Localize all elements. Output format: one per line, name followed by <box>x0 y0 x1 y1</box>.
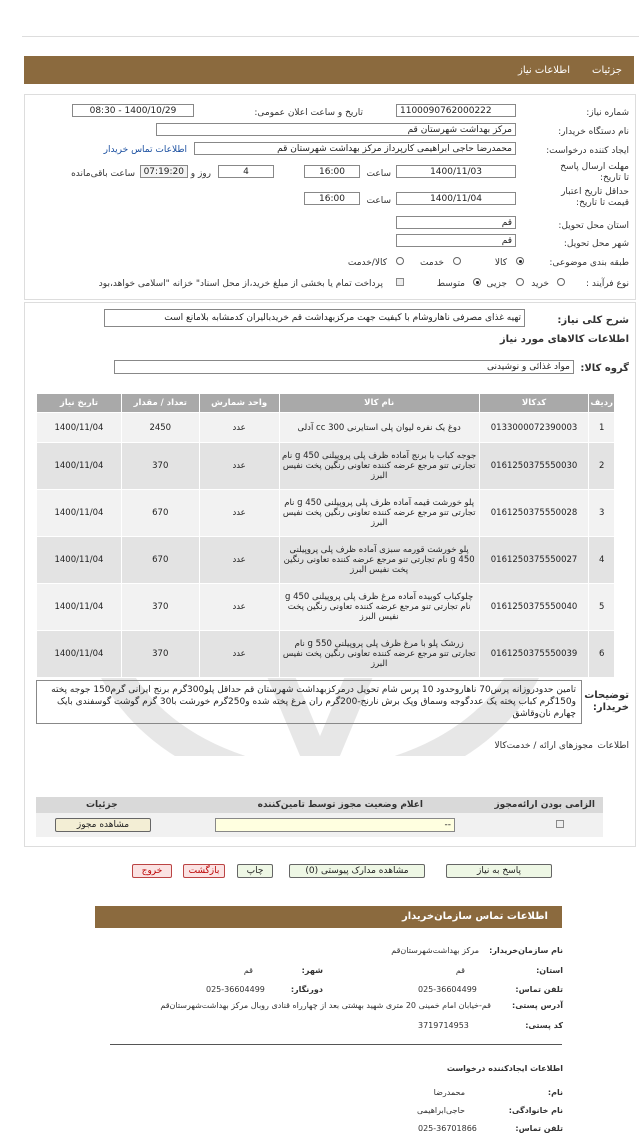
permits-tab[interactable]: مجوزهای ارائه / خدمت‌کالا <box>494 741 593 751</box>
category-service-radio[interactable] <box>453 257 461 265</box>
category-service-label: خدمت <box>420 258 444 268</box>
announce-date-field: 1400/10/29 - 08:30 <box>72 104 194 117</box>
permits-info-label: اطلاعات <box>597 741 629 751</box>
process-partial-label: جزیی <box>486 279 507 289</box>
days-label: روز و <box>190 169 211 179</box>
summary-field: تهیه غذای مصرفی ناهاروشام با کیفیت جهت مرکزبهداشت قم خریدبالیران کدمشابه بلامانع است <box>104 309 525 327</box>
buyer-notes-field: تامین حدودروزانه پرس70 ناهاروحدود 10 پرس شام تحویل درمرکزبهداشت شهرستان قم حداقل پلو300گرم برنج ایرانی گرم150 جوجه پخته و150گرم کباب پخته یک عددگوجه وسماق وپک برش نارنج-200گرم ران مرغ پخته شده و250گرم خورشت با30 گرم گوشت گوسفندی بایک چهارم نان‌وقاشق <box>36 680 582 724</box>
row-number: 5 <box>589 584 615 631</box>
buyer-notes-label: توضیحات خریدار: <box>584 690 629 713</box>
validity-time-field: 16:00 <box>304 192 360 205</box>
row-name: پلو خورشت قیمه آماده ظرف پلی پروپیلنی 450 g نام تجارتی تنو مرجع عرضه کننده تعاونی رنگین پخت نفیس البرز <box>279 490 479 537</box>
contact-org-label: نام سازمان‌خریدار: <box>489 946 563 955</box>
row-number: 1 <box>589 413 615 443</box>
contact-org-value: مرکز بهداشت‌شهرستان‌قم <box>391 946 479 955</box>
process-small-label: خرید <box>531 279 549 289</box>
creator-family-label: نام خانوادگی: <box>508 1106 563 1115</box>
table-row[interactable] <box>37 413 615 443</box>
header-details-tab[interactable]: جزئیات <box>592 65 622 76</box>
permits-table-header <box>36 797 603 813</box>
attachments-button[interactable]: مشاهده مدارک پیوستی (0) <box>289 864 425 878</box>
back-button[interactable]: بازگشت <box>183 864 225 878</box>
contact-city-label: شهر: <box>301 966 323 975</box>
contact-phone-value: 025-36604499 <box>418 985 477 994</box>
contact-fax-value: 025-36604499 <box>206 985 265 994</box>
goods-table <box>36 393 615 678</box>
table-row[interactable] <box>37 537 615 584</box>
contact-postal-label: کد پستی: <box>525 1021 563 1030</box>
row-qty: 670 <box>121 537 199 584</box>
summary-label: شرح کلی نیاز: <box>557 315 629 326</box>
process-partial-radio[interactable] <box>516 278 524 286</box>
permits-col-status: اعلام وضعیت مجوز توسط تامین‌کننده <box>257 800 423 810</box>
creator-family-value: حاجی‌ابراهیمی <box>416 1106 465 1115</box>
header-need-info-tab[interactable]: اطلاعات نیاز <box>518 65 570 76</box>
buyer-contact-link[interactable]: اطلاعات تماس خریدار <box>103 145 187 155</box>
creator-field: محمدرضا حاجی ابراهیمی کارپرداز مرکز بهداشت شهرستان قم <box>194 142 516 155</box>
col-qty: تعداد / مقدار <box>121 394 199 413</box>
row-date: 1400/11/04 <box>37 443 122 490</box>
row-unit: عدد <box>199 631 279 678</box>
permits-col-required: الزامی بودن ارائه‌مجوز <box>494 800 595 810</box>
treasury-payment-checkbox[interactable] <box>396 278 404 286</box>
reply-button[interactable]: پاسخ به نیاز <box>446 864 552 878</box>
table-row[interactable] <box>37 584 615 631</box>
creator-info-title: اطلاعات ایجادکننده درخواست <box>446 1064 563 1073</box>
buyer-org-field: مرکز بهداشت شهرستان قم <box>156 123 516 136</box>
row-code: 0161250375550040 <box>479 584 589 631</box>
page-header <box>24 56 634 84</box>
table-row[interactable] <box>37 490 615 537</box>
permit-required-checkbox[interactable] <box>556 820 564 828</box>
contact-title: اطلاعات تماس سازمان‌خریدار <box>401 911 548 922</box>
row-number: 4 <box>589 537 615 584</box>
process-medium-label: متوسط <box>436 279 465 289</box>
category-goods-radio[interactable] <box>516 257 524 265</box>
validity-date-field: 1400/11/04 <box>396 192 516 205</box>
category-goods-service-label: کالا/خدمت <box>347 258 387 268</box>
validity-time-label: ساعت <box>366 196 391 206</box>
print-button[interactable]: چاپ <box>237 864 273 878</box>
city-label: شهر محل تحویل: <box>563 239 629 249</box>
contact-address-label: آدرس پستی: <box>512 1001 563 1010</box>
row-name: زرشک پلو با مرغ ظرف پلی پروپیلنی 550 g نام تجارتی تنو مرجع عرضه کننده تعاونی رنگین پخت نفیس البرز <box>279 631 479 678</box>
row-name: چلوکباب کوبیده آماده مرغ ظرف پلی پروپیلنی 450 g نام تجارتی تنو مرجع عرضه کننده تعاونی رنگین پخت نفیس البرز <box>279 584 479 631</box>
treasury-payment-label: پرداخت تمام یا بخشی از مبلغ خرید،از محل اسناد" خزانه "اسلامی خواهد،بود <box>98 279 383 289</box>
deadline-time-field: 16:00 <box>304 165 360 178</box>
row-date: 1400/11/04 <box>37 631 122 678</box>
view-permit-button[interactable]: مشاهده مجوز <box>55 818 151 832</box>
contact-divider <box>110 1044 562 1045</box>
row-code: 0133000072390003 <box>479 413 589 443</box>
province-label: استان محل تحویل: <box>558 221 629 231</box>
city-field: قم <box>396 234 516 247</box>
row-unit: عدد <box>199 443 279 490</box>
row-code: 0161250375550027 <box>479 537 589 584</box>
row-unit: عدد <box>199 490 279 537</box>
deadline-date-field: 1400/11/03 <box>396 165 516 178</box>
contact-fax-label: دورنگار: <box>290 985 323 994</box>
process-medium-radio[interactable] <box>473 278 481 286</box>
process-label: نوع فرآیند : <box>586 279 629 289</box>
remaining-time-field: 07:19:20 <box>140 165 188 178</box>
contact-address-value: قم-خیابان امام خمینی 20 متری شهید بهشتی بعد از چهارراه قنادی روبال مرکز بهداشت‌شهرستان‌قم <box>160 1001 491 1010</box>
row-number: 6 <box>589 631 615 678</box>
row-unit: عدد <box>199 584 279 631</box>
goods-group-field: مواد غذائی و نوشیدنی <box>114 360 574 374</box>
category-goods-label: کالا <box>494 258 507 268</box>
row-number: 3 <box>589 490 615 537</box>
need-number-label: شماره نیاز: <box>586 108 629 118</box>
goods-group-label: گروه کالا: <box>580 363 629 374</box>
row-unit: عدد <box>199 413 279 443</box>
col-unit: واحد شمارش <box>199 394 279 413</box>
province-field: قم <box>396 216 516 229</box>
need-number-field: 1100090762000222 <box>396 104 516 117</box>
announce-label: تاریخ و ساعت اعلان عمومی: <box>254 108 363 118</box>
row-qty: 670 <box>121 490 199 537</box>
row-qty: 370 <box>121 631 199 678</box>
category-goods-service-radio[interactable] <box>396 257 404 265</box>
contact-phone-label: تلفن تماس: <box>515 985 563 994</box>
buyer-org-label: نام دستگاه خریدار: <box>558 127 629 137</box>
row-unit: عدد <box>199 537 279 584</box>
col-code: کدکالا <box>479 394 589 413</box>
row-number: 2 <box>589 443 615 490</box>
goods-table-header <box>37 394 615 413</box>
creator-label: ایجاد کننده درخواست: <box>546 146 629 156</box>
row-date: 1400/11/04 <box>37 537 122 584</box>
row-name: دوغ یک نفره لیوان پلی استایرنی 300 cc آدلی <box>279 413 479 443</box>
creator-phone-label: تلفن تماس: <box>515 1124 563 1133</box>
creator-name-label: نام: <box>547 1088 563 1097</box>
category-label: طبقه بندی موضوعی: <box>549 258 629 268</box>
contact-title-bar <box>95 906 562 928</box>
row-qty: 370 <box>121 443 199 490</box>
contact-province-label: استان: <box>536 966 563 975</box>
row-date: 1400/11/04 <box>37 490 122 537</box>
exit-button[interactable]: خروج <box>132 864 172 878</box>
row-code: 0161250375550039 <box>479 631 589 678</box>
col-row: ردیف <box>589 394 615 413</box>
days-remaining-field: 4 <box>218 165 274 178</box>
row-date: 1400/11/04 <box>37 413 122 443</box>
creator-phone-value: 025-36701866 <box>418 1124 477 1133</box>
row-name: جوجه کباب با برنج آماده ظرف پلی پروپیلنی 450 g نام تجارتی تنو مرجع عرضه کننده تعاونی رنگین پخت نفیس البرز <box>279 443 479 490</box>
row-name: پلو خورشت قورمه سبزی آماده ظرف پلی پروپیلنی 450 g نام تجارتی تنو مرجع عرضه کننده تعاونی رنگین پخت نفیس البرز <box>279 537 479 584</box>
goods-section-title: اطلاعات کالاهای مورد نیاز <box>499 334 629 345</box>
remaining-label: ساعت باقی‌مانده <box>71 169 135 179</box>
contact-province-value: قم <box>455 966 465 975</box>
row-qty: 370 <box>121 584 199 631</box>
row-code: 0161250375550030 <box>479 443 589 490</box>
table-row[interactable] <box>37 443 615 490</box>
permit-status-field: -- <box>215 818 455 832</box>
col-date: تاریخ نیاز <box>37 394 122 413</box>
permits-col-details: جزئیات <box>86 800 118 810</box>
creator-name-value: محمدرضا <box>433 1088 465 1097</box>
deadline-label: مهلت ارسال پاسخ تا تاریخ: <box>560 162 629 183</box>
validity-label: حداقل تاریخ اعتبار قیمت تا تاریخ: <box>561 187 629 208</box>
row-date: 1400/11/04 <box>37 584 122 631</box>
col-name: نام کالا <box>279 394 479 413</box>
top-divider <box>22 36 639 37</box>
table-row[interactable] <box>37 631 615 678</box>
row-qty: 2450 <box>121 413 199 443</box>
contact-city-value: قم <box>243 966 253 975</box>
contact-postal-value: 3719714953 <box>418 1021 469 1030</box>
deadline-time-label: ساعت <box>366 169 391 179</box>
process-small-radio[interactable] <box>557 278 565 286</box>
row-code: 0161250375550028 <box>479 490 589 537</box>
